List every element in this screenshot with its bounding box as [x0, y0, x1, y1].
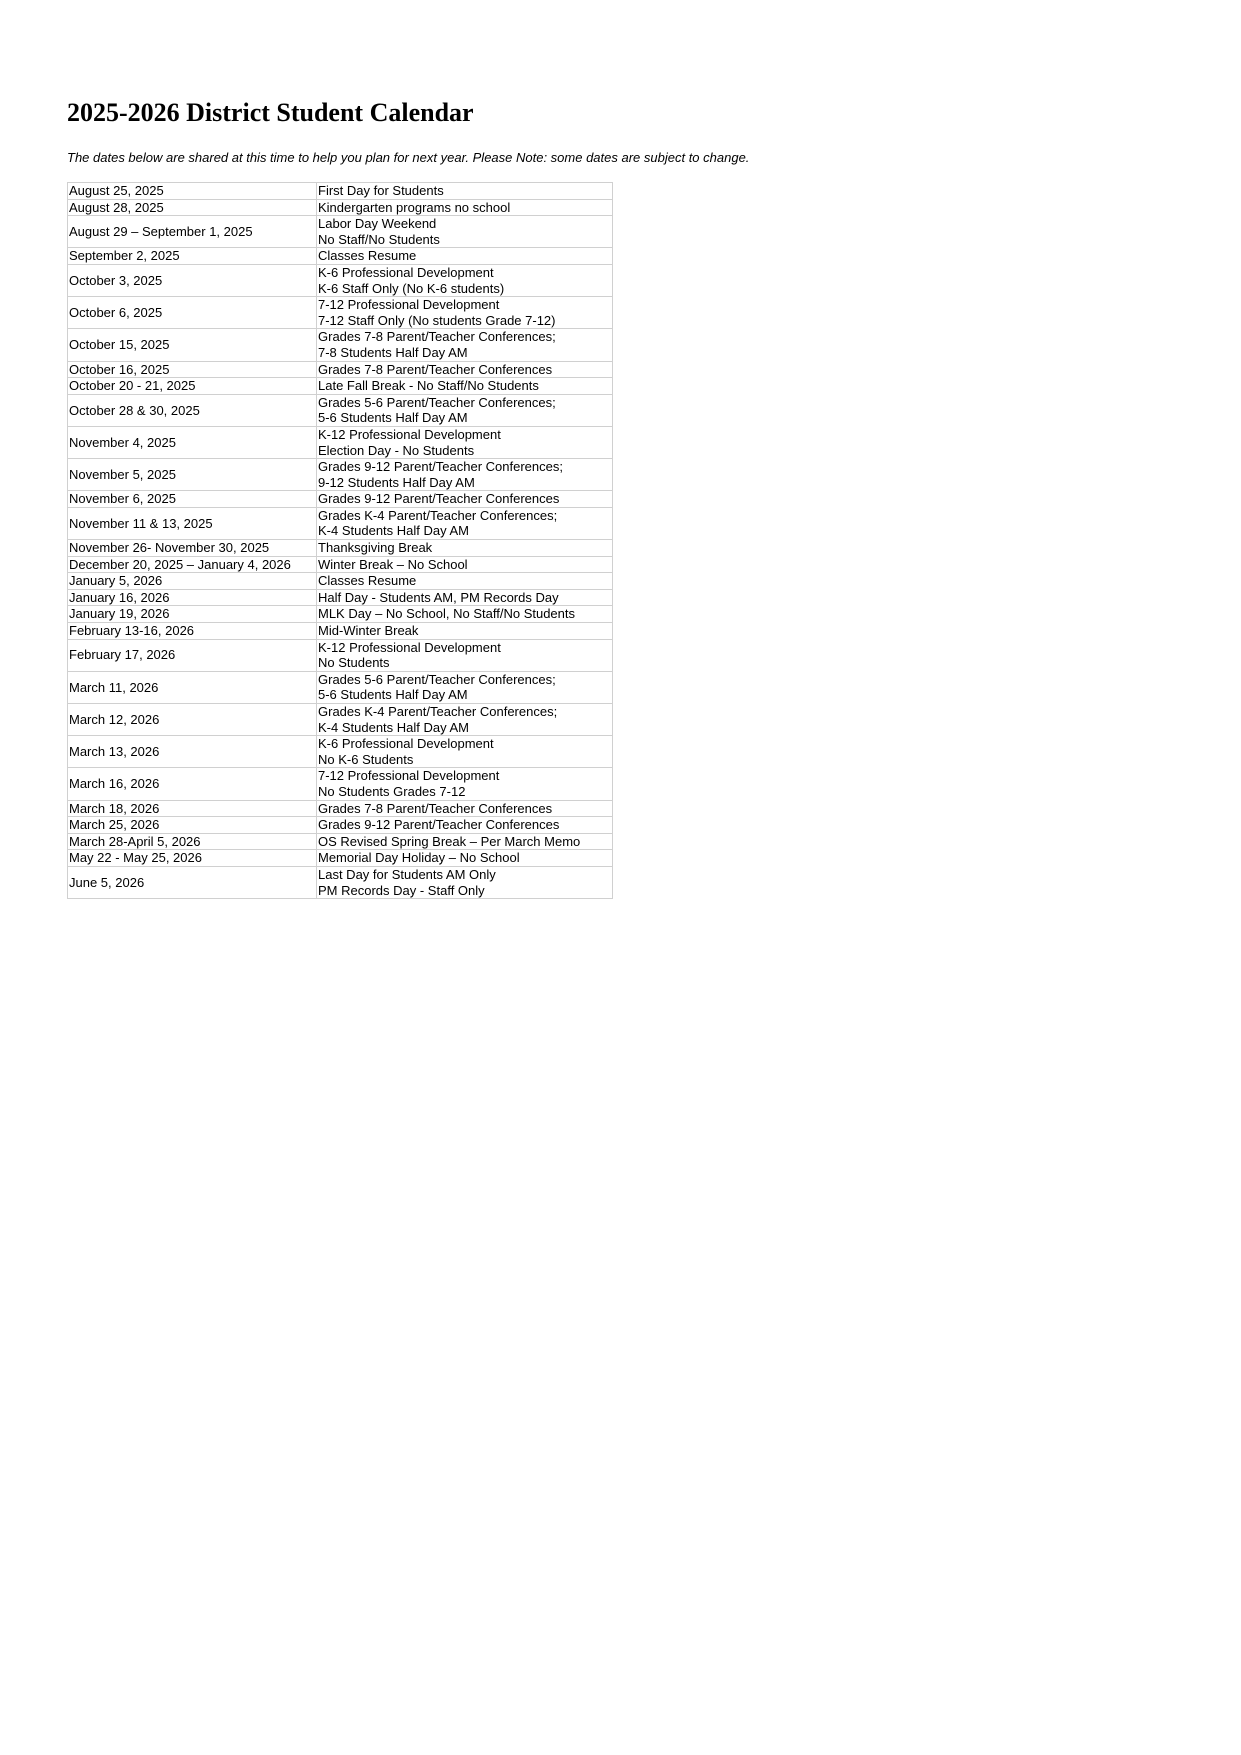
table-row — [68, 639, 613, 671]
page-subtitle: The dates below are shared at this time to help you plan for next year. Please Note: some dates are subject to change. — [67, 150, 750, 165]
table-row — [68, 297, 613, 329]
date-cell: November 4, 2025 — [68, 426, 317, 458]
date-cell: November 26- November 30, 2025 — [68, 540, 317, 557]
table-row — [68, 704, 613, 736]
event-line: Grades 9-12 Parent/Teacher Conferences — [318, 817, 560, 833]
event-cell — [317, 183, 613, 200]
table-row — [68, 394, 613, 426]
table-row — [68, 671, 613, 703]
table-row — [68, 459, 613, 491]
date-cell: October 3, 2025 — [68, 264, 317, 296]
event-line: Labor Day Weekend — [318, 216, 437, 232]
table-row — [68, 623, 613, 640]
event-line: 7-12 Professional Development — [318, 297, 500, 313]
table-row — [68, 491, 613, 508]
event-cell — [317, 671, 613, 703]
event-line: PM Records Day - Staff Only — [318, 882, 485, 898]
event-line: Grades 7-8 Parent/Teacher Conferences — [318, 361, 553, 377]
event-line: Kindergarten programs no school — [318, 199, 511, 215]
date-cell: January 5, 2026 — [68, 573, 317, 590]
event-cell — [317, 329, 613, 361]
event-line: Thanksgiving Break — [318, 540, 433, 556]
date-cell: October 6, 2025 — [68, 297, 317, 329]
date-cell: January 19, 2026 — [68, 606, 317, 623]
event-cell — [317, 800, 613, 817]
document-page — [67, 96, 749, 899]
event-line: First Day for Students — [318, 183, 444, 198]
table-row — [68, 800, 613, 817]
date-cell: October 15, 2025 — [68, 329, 317, 361]
event-line: No Students Grades 7-12 — [318, 783, 466, 799]
event-line: OS Revised Spring Break – Per March Memo — [318, 833, 581, 849]
event-line: Grades K-4 Parent/Teacher Conferences; — [318, 507, 558, 523]
table-row — [68, 589, 613, 606]
event-cell — [317, 297, 613, 329]
date-cell: September 2, 2025 — [68, 248, 317, 265]
date-cell: October 28 & 30, 2025 — [68, 394, 317, 426]
event-line: Grades 7-8 Parent/Teacher Conferences — [318, 800, 553, 816]
event-line: 5-6 Students Half Day AM — [318, 687, 468, 703]
event-cell — [317, 264, 613, 296]
page-title: 2025-2026 District Student Calendar — [67, 98, 474, 127]
event-cell — [317, 426, 613, 458]
event-cell — [317, 248, 613, 265]
table-row — [68, 833, 613, 850]
event-line: Grades 5-6 Parent/Teacher Conferences; — [318, 394, 556, 410]
event-cell — [317, 866, 613, 898]
event-cell — [317, 507, 613, 539]
table-row — [68, 540, 613, 557]
table-row — [68, 850, 613, 867]
event-cell — [317, 623, 613, 640]
event-line: Grades 5-6 Parent/Teacher Conferences; — [318, 671, 556, 687]
table-row — [68, 573, 613, 590]
table-row — [68, 817, 613, 834]
event-cell — [317, 589, 613, 606]
table-row — [68, 866, 613, 898]
date-cell: November 5, 2025 — [68, 459, 317, 491]
table-row — [68, 556, 613, 573]
event-cell — [317, 817, 613, 834]
date-cell: March 16, 2026 — [68, 768, 317, 800]
event-line: 7-8 Students Half Day AM — [318, 344, 468, 360]
event-line: Winter Break – No School — [318, 556, 468, 572]
event-cell — [317, 361, 613, 378]
date-cell: March 11, 2026 — [68, 671, 317, 703]
date-cell: March 18, 2026 — [68, 800, 317, 817]
calendar-table-body — [68, 183, 613, 899]
event-cell — [317, 199, 613, 216]
table-row — [68, 507, 613, 539]
event-cell — [317, 736, 613, 768]
event-cell — [317, 639, 613, 671]
table-row — [68, 606, 613, 623]
event-line: K-4 Students Half Day AM — [318, 523, 470, 539]
event-line: Grades 9-12 Parent/Teacher Conferences — [318, 491, 560, 507]
event-cell — [317, 556, 613, 573]
date-cell: March 25, 2026 — [68, 817, 317, 834]
event-line: Classes Resume — [318, 248, 417, 264]
date-cell: March 13, 2026 — [68, 736, 317, 768]
date-cell: January 16, 2026 — [68, 589, 317, 606]
date-cell: August 25, 2025 — [68, 183, 317, 200]
date-cell: November 6, 2025 — [68, 491, 317, 508]
event-line: K-6 Staff Only (No K-6 students) — [318, 280, 505, 296]
event-cell — [317, 378, 613, 395]
date-cell: March 28-April 5, 2026 — [68, 833, 317, 850]
date-cell: August 29 – September 1, 2025 — [68, 216, 317, 248]
event-cell — [317, 833, 613, 850]
date-cell: October 20 - 21, 2025 — [68, 378, 317, 395]
table-row — [68, 216, 613, 248]
table-row — [68, 426, 613, 458]
event-line: Last Day for Students AM Only — [318, 866, 496, 882]
event-line: 7-12 Staff Only (No students Grade 7-12) — [318, 312, 556, 328]
table-row — [68, 248, 613, 265]
event-line: K-12 Professional Development — [318, 426, 501, 442]
date-cell: June 5, 2026 — [68, 866, 317, 898]
event-line: Half Day - Students AM, PM Records Day — [318, 589, 559, 605]
event-cell — [317, 573, 613, 590]
date-cell: February 13-16, 2026 — [68, 623, 317, 640]
event-line: Grades 9-12 Parent/Teacher Conferences; — [318, 459, 563, 475]
event-cell — [317, 768, 613, 800]
table-row — [68, 329, 613, 361]
event-line: MLK Day – No School, No Staff/No Students — [318, 606, 576, 622]
event-line: 9-12 Students Half Day AM — [318, 474, 475, 490]
table-row — [68, 199, 613, 216]
event-line: Grades K-4 Parent/Teacher Conferences; — [318, 704, 558, 719]
event-line: Memorial Day Holiday – No School — [318, 850, 520, 866]
event-cell — [317, 606, 613, 623]
event-cell — [317, 216, 613, 248]
event-cell — [317, 850, 613, 867]
event-line: Late Fall Break - No Staff/No Students — [318, 378, 539, 394]
date-cell: December 20, 2025 – January 4, 2026 — [68, 556, 317, 573]
event-line: Mid-Winter Break — [318, 623, 419, 639]
table-row — [68, 768, 613, 800]
date-cell: May 22 - May 25, 2026 — [68, 850, 317, 867]
event-line: 5-6 Students Half Day AM — [318, 410, 468, 426]
event-line: No Students — [318, 655, 390, 671]
event-cell — [317, 704, 613, 736]
event-line: Grades 7-8 Parent/Teacher Conferences; — [318, 329, 556, 345]
table-row — [68, 736, 613, 768]
calendar-table — [67, 182, 613, 899]
event-line: 7-12 Professional Development — [318, 768, 500, 784]
table-row — [68, 361, 613, 378]
date-cell: August 28, 2025 — [68, 199, 317, 216]
event-line: No Staff/No Students — [318, 231, 440, 247]
event-cell — [317, 540, 613, 557]
date-cell: February 17, 2026 — [68, 639, 317, 671]
event-cell — [317, 394, 613, 426]
event-line: K-6 Professional Development — [318, 736, 494, 752]
event-line: K-12 Professional Development — [318, 639, 501, 655]
table-row — [68, 183, 613, 200]
event-line: K-6 Professional Development — [318, 264, 494, 280]
table-row — [68, 264, 613, 296]
date-cell: March 12, 2026 — [68, 704, 317, 736]
event-cell — [317, 491, 613, 508]
event-line: Classes Resume — [318, 573, 417, 589]
event-cell — [317, 459, 613, 491]
event-line: K-4 Students Half Day AM — [318, 719, 470, 735]
table-row — [68, 378, 613, 395]
event-line: No K-6 Students — [318, 751, 414, 767]
date-cell: November 11 & 13, 2025 — [68, 507, 317, 539]
event-line: Election Day - No Students — [318, 442, 475, 458]
date-cell: October 16, 2025 — [68, 361, 317, 378]
